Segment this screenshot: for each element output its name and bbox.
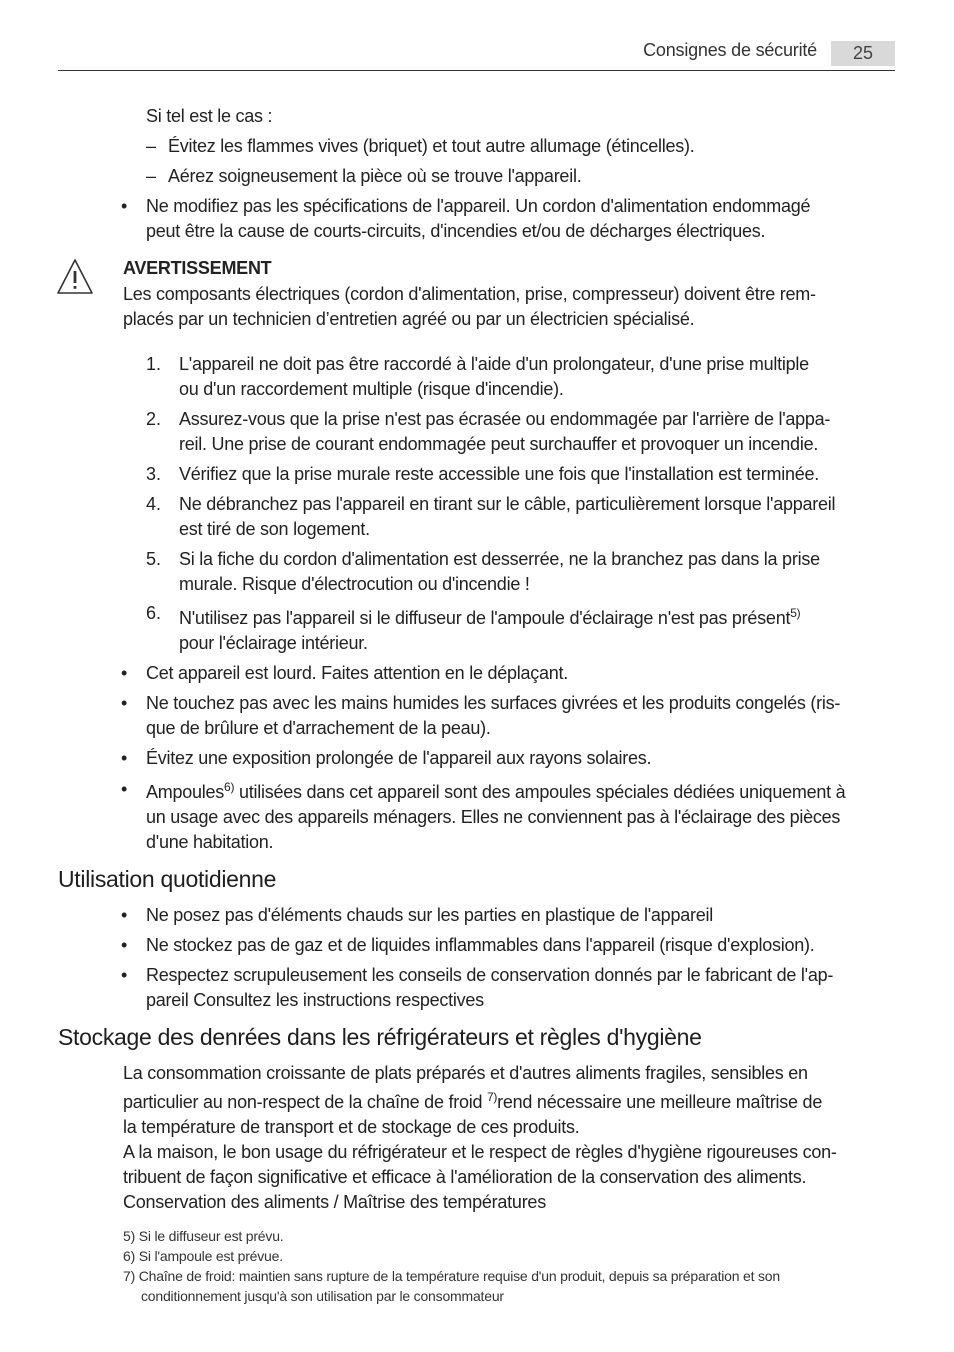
list-item-text: L'appareil ne doit pas être raccordé à l'aide d'un prolongateur, d'une prise multiple	[179, 354, 809, 374]
bullet-text: Ne modifiez pas les spécifications de l'appareil. Un cordon d'alimentation endommagé	[146, 196, 811, 216]
list-number: 6.	[146, 603, 162, 623]
footnote-ref: 7)	[486, 1090, 498, 1104]
footnote: 7) Chaîne de froid: maintien sans rupture de la température requise d'un produit, depuis sa préparation et son	[123, 1268, 780, 1284]
warning-triangle-icon	[56, 258, 94, 296]
paragraph-text-start: particulier au non-respect de la chaîne de froid	[123, 1092, 487, 1112]
dash-item: Évitez les flammes vives (briquet) et tout autre allumage (étincelles).	[168, 136, 695, 156]
list-item-line: N'utilisez pas l'appareil si le diffuseur de l'ampoule d'éclairage n'est pas présent	[179, 608, 791, 628]
paragraph-text: tribuent de façon significative et efficace à l'amélioration de la conservation des aliments.	[123, 1167, 807, 1187]
subsection-title: Conservation des aliments / Maîtrise des températures	[123, 1192, 546, 1212]
footnote-ref: 5)	[790, 606, 801, 620]
bullet-marker: •	[121, 935, 128, 955]
bullet-text: Ne stockez pas de gaz et de liquides inflammables dans l'appareil (risque d'explosion).	[146, 935, 815, 955]
bullet-marker: •	[121, 905, 128, 925]
list-item-text: est tiré de son logement.	[179, 519, 370, 539]
bullet-marker: •	[121, 965, 128, 985]
header-rule	[58, 70, 895, 71]
footnote-ref: 6)	[224, 780, 235, 794]
section-heading-daily-use: Utilisation quotidienne	[58, 866, 277, 892]
bullet-text: peut être la cause de courts-circuits, d'incendies et/ou de décharges électriques.	[146, 221, 766, 241]
paragraph-text: la température de transport et de stockage de ces produits.	[123, 1117, 580, 1137]
list-number: 1.	[146, 354, 162, 374]
bullet-text: Évitez une exposition prolongée de l'appareil aux rayons solaires.	[146, 748, 652, 768]
section-heading-storage: Stockage des denrées dans les réfrigérateurs et règles d'hygiène	[58, 1024, 702, 1050]
header-title: Consignes de sécurité	[643, 40, 817, 60]
bullet-text: d'une habitation.	[146, 832, 274, 852]
bullet-text-start: Ampoules	[146, 782, 225, 802]
bullet-marker: •	[121, 693, 128, 713]
warning-text: placés par un technicien d’entretien agréé ou par un électricien spécialisé.	[123, 309, 695, 329]
bullet-text: Cet appareil est lourd. Faites attention en le déplaçant.	[146, 663, 569, 683]
dash-marker: –	[146, 166, 157, 186]
list-item-text: ou d'un raccordement multiple (risque d'incendie).	[179, 379, 564, 399]
list-item-text: Si la fiche du cordon d'alimentation est desserrée, ne la branchez pas dans la prise	[179, 549, 820, 569]
footnote: conditionnement jusqu'à son utilisation par le consommateur	[141, 1288, 504, 1304]
dash-item: Aérez soigneusement la pièce où se trouve l'appareil.	[168, 166, 582, 186]
bullet-text: un usage avec des appareils ménagers. Elles ne conviennent pas à l'éclairage des pièces	[146, 807, 841, 827]
list-item-text: murale. Risque d'électrocution ou d'incendie !	[179, 574, 530, 594]
list-number: 4.	[146, 494, 162, 514]
footnote: 6) Si l'ampoule est prévue.	[123, 1248, 283, 1264]
list-number: 5.	[146, 549, 162, 569]
dash-marker: –	[146, 136, 157, 156]
bullet-text: Ne touchez pas avec les mains humides les surfaces givrées et les produits congelés (ris-	[146, 693, 841, 713]
paragraph-text: La consommation croissante de plats préparés et d'autres aliments fragiles, sensibles en	[123, 1063, 808, 1083]
bullet-marker: •	[121, 748, 128, 768]
bullet-text: pareil Consultez les instructions respectives	[146, 990, 484, 1010]
paragraph-text: A la maison, le bon usage du réfrigérateur et le respect de règles d'hygiène rigoureuses con-	[123, 1142, 837, 1162]
list-item-text: pour l'éclairage intérieur.	[179, 633, 368, 653]
condition-text: Si tel est le cas :	[146, 106, 273, 126]
list-number: 2.	[146, 409, 162, 429]
bullet-text: Ne posez pas d'éléments chauds sur les parties en plastique de l'appareil	[146, 905, 713, 925]
warning-text: Les composants électriques (cordon d'alimentation, prise, compresseur) doivent être rem-	[123, 284, 816, 304]
list-item-text: Assurez-vous que la prise n'est pas écrasée ou endommagée par l'arrière de l'appa-	[179, 409, 831, 429]
bullet-text-rest: utilisées dans cet appareil sont des ampoules spéciales dédiées uniquement à	[234, 782, 846, 802]
bullet-marker: •	[121, 779, 128, 799]
list-number: 3.	[146, 464, 162, 484]
bullet-text: Respectez scrupuleusement les conseils de conservation donnés par le fabricant de l'ap-	[146, 965, 834, 985]
paragraph-text	[123, 1090, 822, 1115]
list-item-text: Vérifiez que la prise murale reste accessible une fois que l'installation est terminée.	[179, 464, 820, 484]
warning-title: AVERTISSEMENT	[123, 258, 272, 278]
paragraph-text-rest: rend nécessaire une meilleure maîtrise de	[497, 1092, 823, 1112]
bullet-text	[146, 780, 845, 805]
list-item-text	[179, 606, 800, 631]
footnote: 5) Si le diffuseur est prévu.	[123, 1228, 284, 1244]
bullet-marker: •	[121, 196, 128, 216]
page-number: 25	[831, 41, 895, 66]
bullet-marker: •	[121, 663, 128, 683]
list-item-text: reil. Une prise de courant endommagée peut surchauffer et provoquer un incendie.	[179, 434, 819, 454]
list-item-text: Ne débranchez pas l'appareil en tirant sur le câble, particulièrement lorsque l'appareil	[179, 494, 836, 514]
bullet-text: que de brûlure et d'arrachement de la peau).	[146, 718, 491, 738]
